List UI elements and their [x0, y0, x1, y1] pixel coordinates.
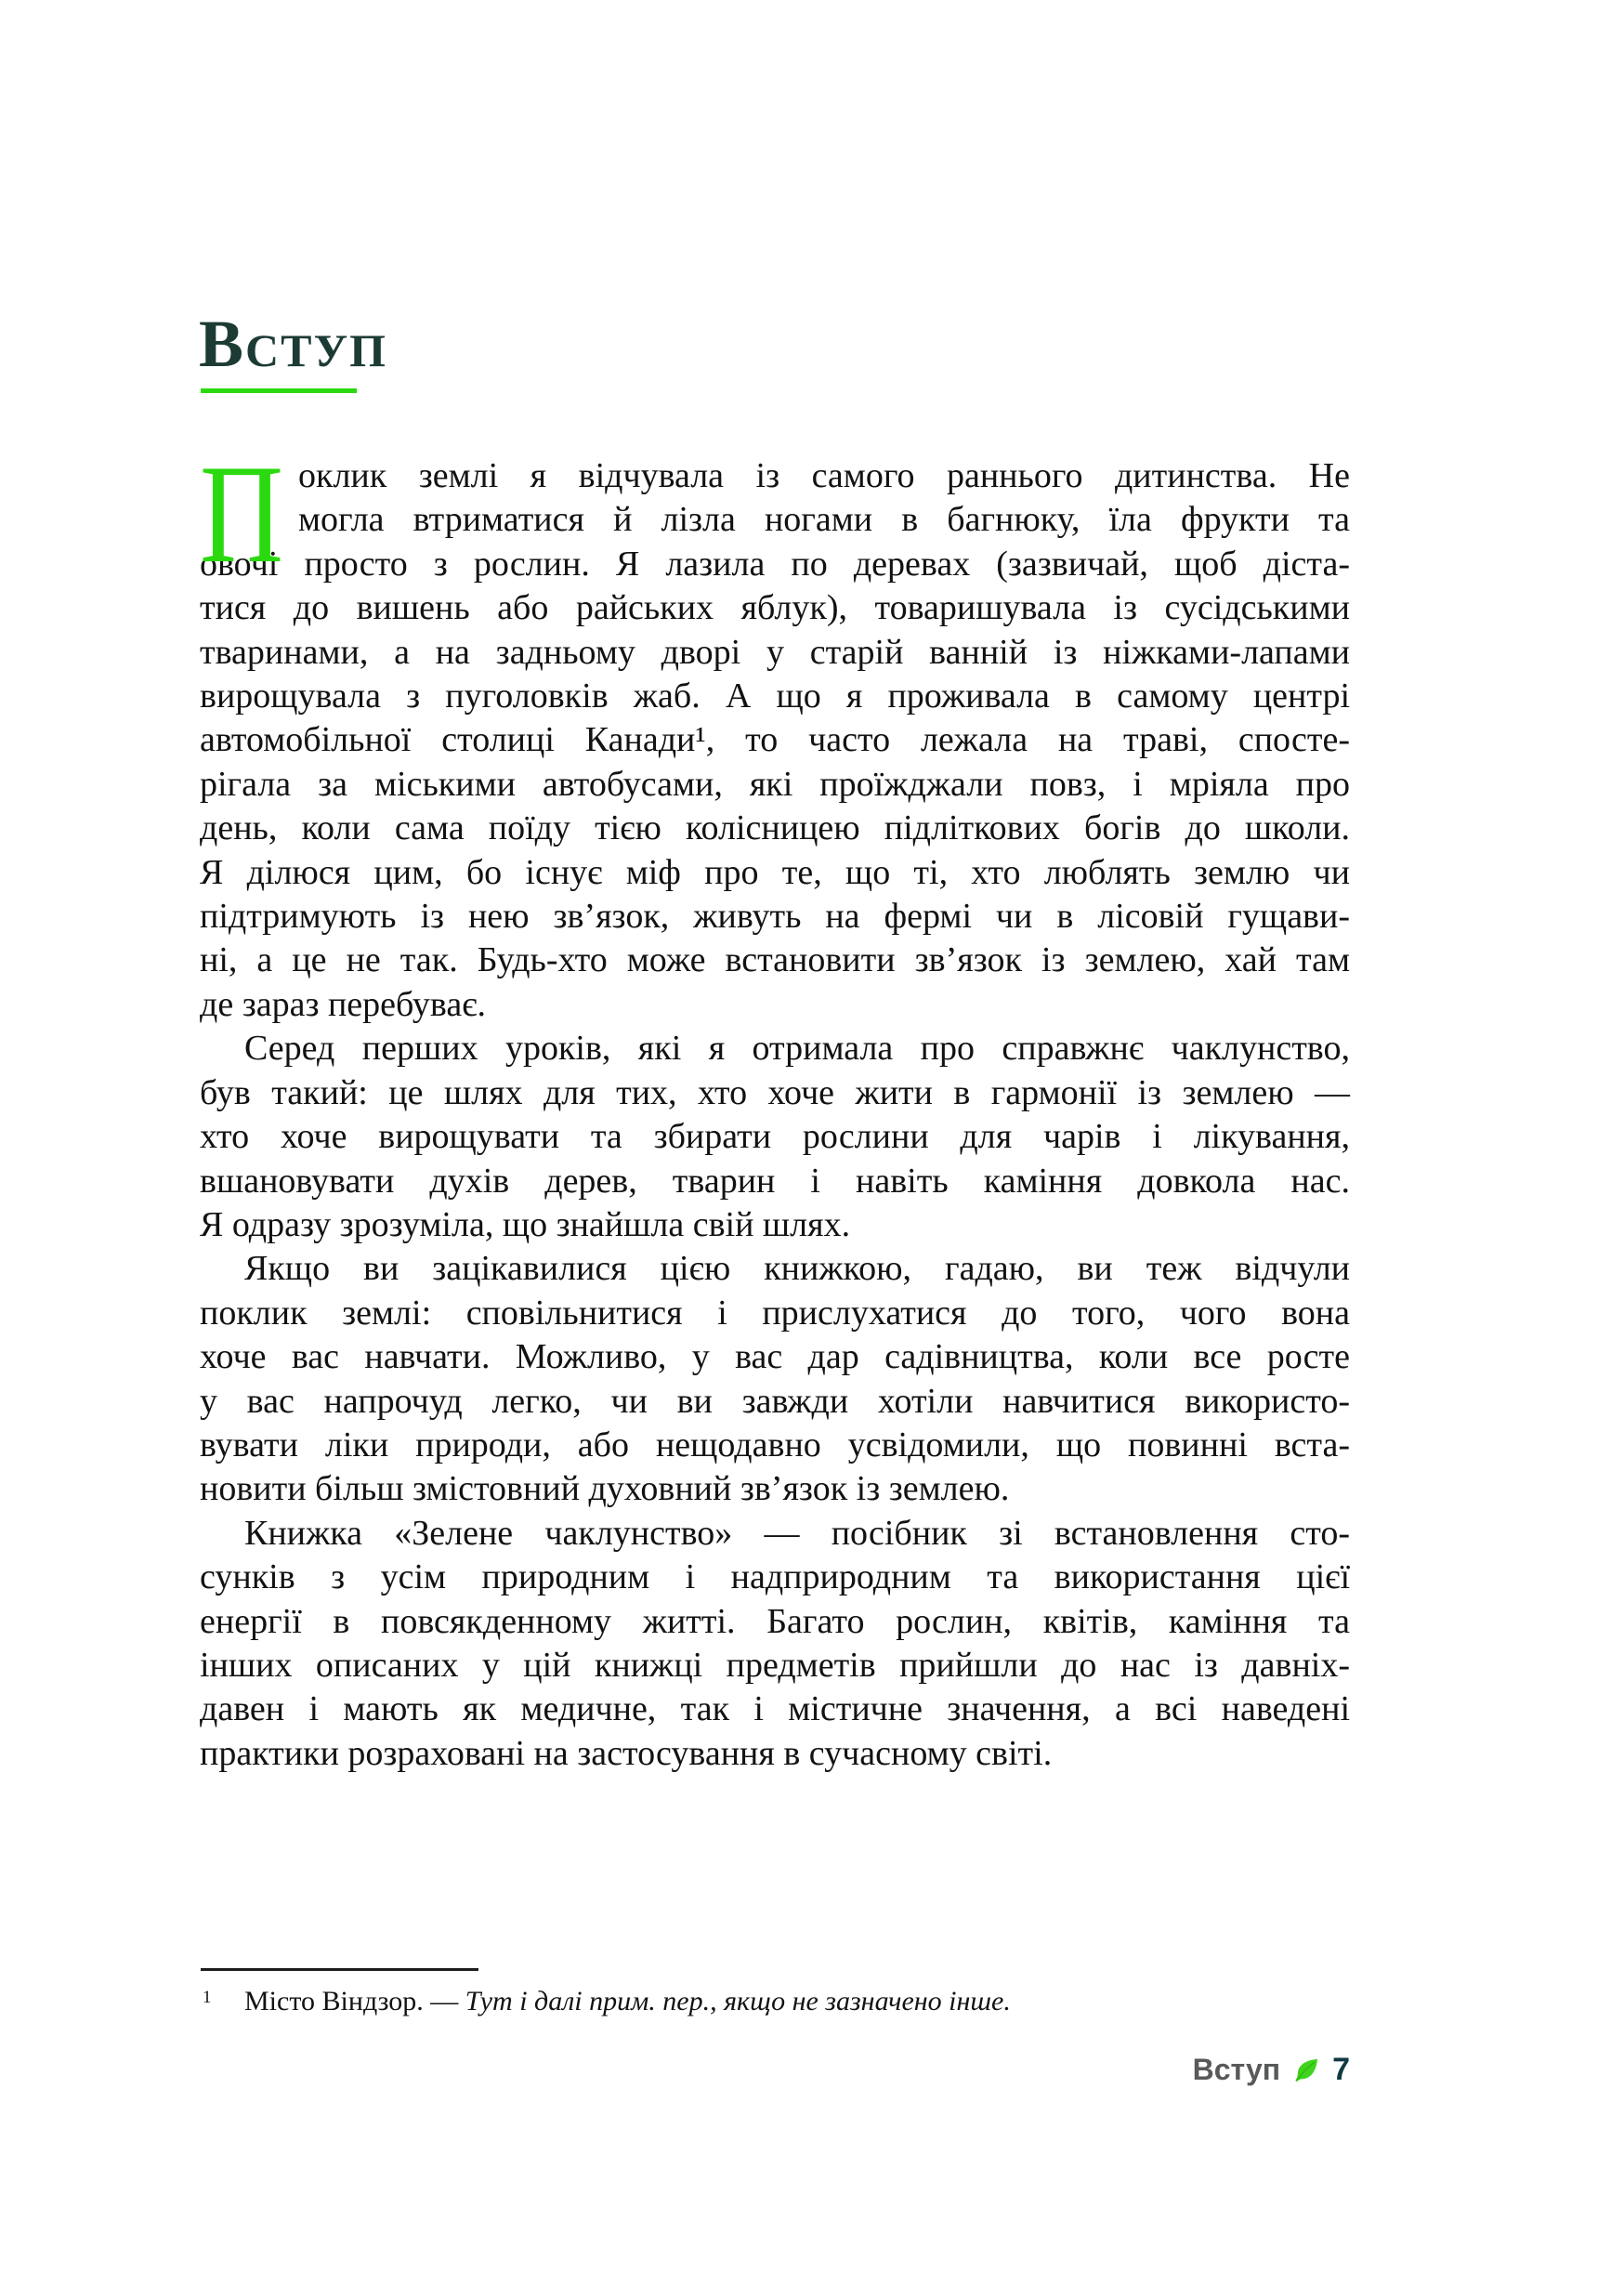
text-line: практики розраховані на застосування в сучасному світі. — [200, 1733, 1053, 1773]
footnote — [200, 1983, 1350, 2020]
text-line: інших описаних у цій книжці предметів прийшли до нас із давніх- — [200, 1645, 1350, 1685]
footer-page-number: 7 — [1332, 2052, 1350, 2087]
leaf-icon — [1292, 2056, 1320, 2084]
page-footer — [200, 2052, 1350, 2088]
body-text — [200, 436, 1350, 1776]
paragraph — [200, 1512, 1350, 1776]
text-line: Серед перших уроків, які я отримала про справжнє чаклунство, — [244, 1029, 1350, 1069]
text-line: ні, а це не так. Будь-хто може встановити зв’язок із землею, хай там — [200, 940, 1350, 980]
paragraph — [200, 436, 1350, 1027]
paragraph — [200, 1027, 1350, 1247]
text-line: був такий: це шлях для тих, хто хоче жити в гармонії із землею — — [200, 1072, 1350, 1112]
text-line: сунків з усім природним і надприродним та використання цієї — [200, 1557, 1350, 1597]
text-line: вирощувала з пуголовків жаб. А що я проживала в самому центрі — [200, 676, 1350, 716]
text-line: енергії в повсякденному житті. Багато рослин, квітів, каміння та — [200, 1601, 1350, 1641]
text-line: поклик землі: сповільнитися і прислухатися до того, чого вона — [200, 1293, 1350, 1333]
text-line: хто хоче вирощувати та збирати рослини для чарів і лікування, — [200, 1117, 1350, 1157]
text-line: Книжка «Зелене чаклунство» — посібник зі встановлення сто- — [244, 1513, 1350, 1553]
footnote-marker: 1 — [203, 1988, 212, 2007]
text-line: тися до вишень або райських яблук), товаришувала із сусідськими — [200, 588, 1350, 628]
footnote-text-italic: Тут і далі прим. пер., якщо не зазначено інше. — [465, 1986, 1011, 2016]
text-line: вувати ліки природи, або нещодавно усвідомили, що повинні вста- — [200, 1425, 1350, 1464]
heading-underline-rule — [201, 388, 357, 393]
text-line: давен і мають як медичне, так і містичне значення, а всі наведені — [200, 1689, 1350, 1729]
text-line: автомобільної столиці Канади¹, то часто лежала на траві, спосте- — [200, 720, 1350, 760]
footnote-separator-rule — [201, 1968, 478, 1971]
text-line: день, коли сама поїду тією колісницею підліткових богів до школи. — [200, 808, 1350, 848]
text-line: де зараз перебуває. — [200, 984, 487, 1024]
drop-cap-letter: П — [200, 436, 284, 592]
text-line: Якщо ви зацікавилися цією книжкою, гадаю, ви теж відчули — [244, 1249, 1350, 1289]
text-line: могла втриматися й лізла ногами в багнюку, їла фрукти та — [298, 500, 1350, 540]
text-line: підтримують із нею зв’язок, живуть на фермі чи в лісовій гущави- — [200, 897, 1350, 937]
text-line: тваринами, а на задньому дворі у старій ванній із ніжками-лапами — [200, 632, 1350, 672]
text-line: у вас напрочуд легко, чи ви завжди хотіли навчитися використо- — [200, 1381, 1350, 1421]
footnote-row — [200, 1983, 1350, 2020]
text-line: вшановувати духів дерев, тварин і навіть каміння довкола нас. — [200, 1161, 1350, 1201]
text-line: новити більш змістовний духовний зв’язок із землею. — [200, 1469, 1010, 1509]
text-line: хоче вас навчати. Можливо, у вас дар садівництва, коли все росте — [200, 1337, 1350, 1377]
text-line: оклик землі я відчувала із самого раннього дитинства. Не — [298, 456, 1350, 495]
text-line: рігала за міськими автобусами, які проїжджали повз, і мріяла про — [200, 764, 1350, 804]
paragraph — [200, 1247, 1350, 1511]
chapter-title: Вступ — [199, 307, 388, 381]
text-line: Я одразу зрозуміла, що знайшла свій шлях. — [200, 1204, 851, 1244]
text-line: овочі просто з рослин. Я лазила по деревах (зазвичай, щоб діста- — [200, 544, 1350, 584]
footer-section-label: Вступ — [1192, 2053, 1281, 2086]
text-line: Я ділюся цим, бо існує міф про те, що ті, хто люблять землю чи — [200, 852, 1350, 892]
footnote-text: Місто Віндзор. — — [244, 1986, 465, 2016]
